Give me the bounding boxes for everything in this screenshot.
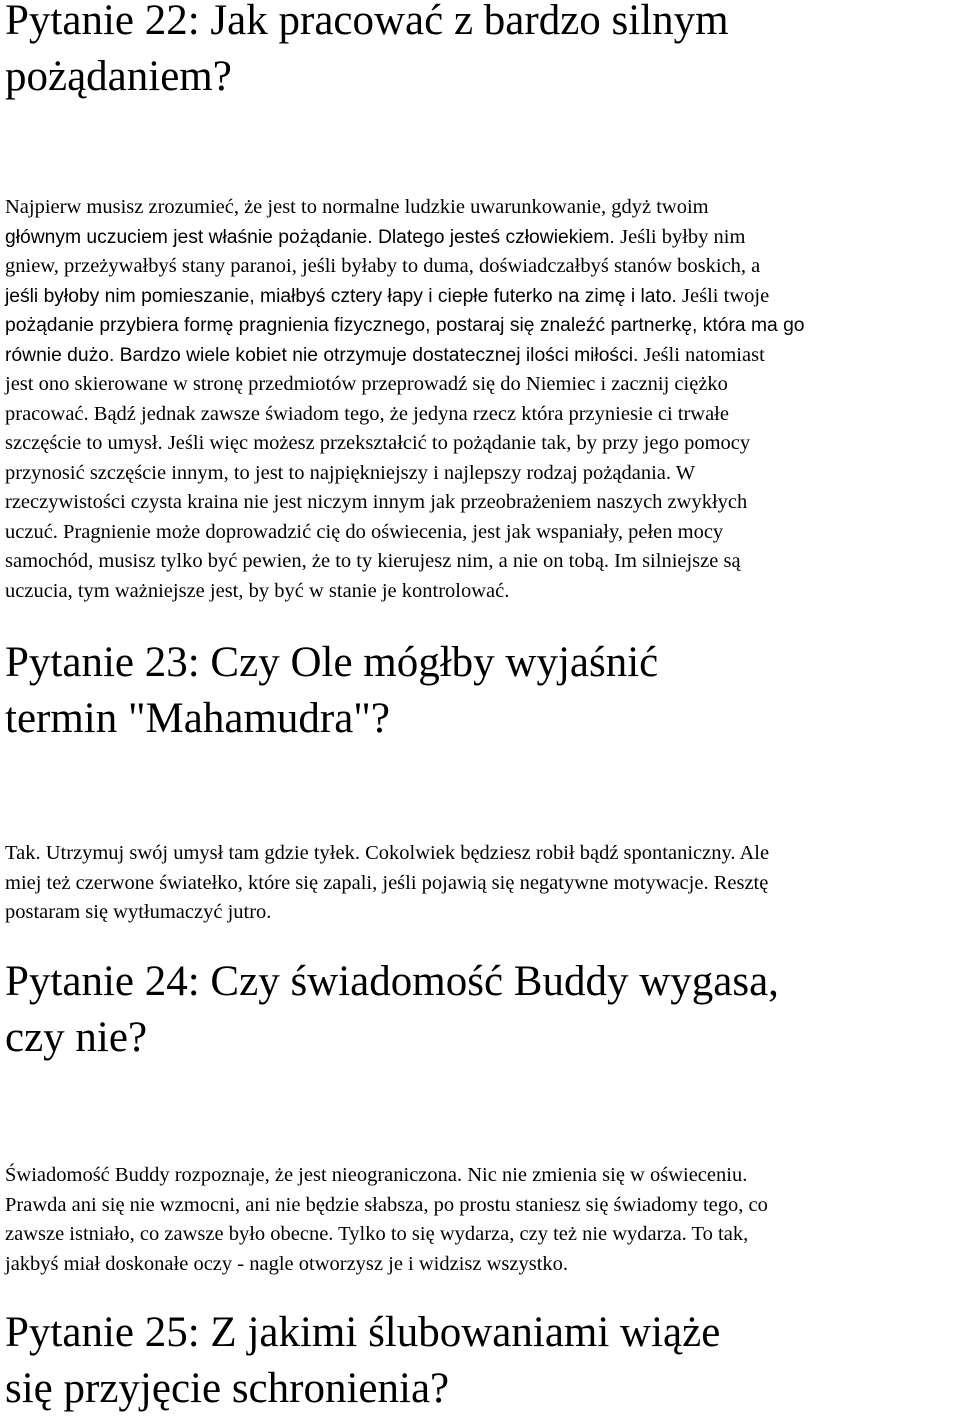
text-run: Tak. Utrzymuj swój umysł tam gdzie tyłek. Cokolwiek będziesz robił bądź spontaniczny. Ale: [5, 842, 770, 864]
text-run: pracować.: [5, 402, 89, 425]
text-run: głównym uczuciem jest właśnie pożądanie. Dlatego jesteś człowiekiem.: [5, 226, 621, 248]
text-run: samochód, musisz tylko być pewien, że to ty kierujesz nim, a nie on tobą.: [5, 550, 610, 572]
text-run: szczęście to umysł.: [5, 432, 163, 454]
paragraph-line: [5, 577, 805, 607]
answer-24-paragraph: [5, 1161, 768, 1279]
paragraph-line: [5, 1220, 768, 1250]
paragraph-line: [5, 839, 769, 869]
text-run: uczuć.: [5, 520, 58, 543]
heading-line: się przyjęcie schronienia?: [5, 1365, 450, 1412]
paragraph-line: [5, 252, 805, 282]
paragraph-line: [5, 869, 769, 899]
text-run: Jeśli byłby nim: [620, 225, 746, 248]
paragraph-line: [5, 1250, 768, 1280]
paragraph-line: [5, 898, 769, 928]
heading-line: pożądaniem?: [5, 53, 232, 100]
heading-line: Pytanie 22: Jak pracować z bardzo silnym: [5, 0, 729, 44]
paragraph-line: [5, 193, 805, 223]
text-run: Jeśli twoje: [676, 284, 770, 307]
paragraph-line: [5, 518, 805, 548]
paragraph-line: [5, 429, 805, 459]
paragraph-line: [5, 341, 805, 371]
heading-line: czy nie?: [5, 1014, 148, 1061]
text-run: równie dużo.: [5, 344, 115, 366]
text-run: gniew, przeżywałbyś stany paranoi, jeśli byłaby to duma, doświadczałbyś stanów boskich, a: [5, 255, 761, 277]
heading-line: Pytanie 24: Czy świadomość Buddy wygasa,: [5, 958, 779, 1005]
text-run: Prawda ani się nie wzmocni, ani nie będzie słabsza, po prostu staniesz się świadomy tego, co: [5, 1193, 768, 1216]
paragraph-line: [5, 282, 805, 312]
answer-23-paragraph: [5, 839, 769, 928]
paragraph-line: [5, 1191, 768, 1221]
text-run: zawsze istniało, co zawsze było obecne. Tylko to się wydarza, czy też nie wydarza. To tak,: [5, 1223, 749, 1245]
heading-line: Pytanie 23: Czy Ole mógłby wyjaśnić: [5, 639, 659, 686]
text-run: rzeczywistości czysta kraina nie jest niczym innym jak przeobrażeniem naszych zwykłych: [5, 491, 748, 513]
paragraph-line: [5, 488, 805, 518]
heading-line: Pytanie 25: Z jakimi ślubowaniami wiąże: [5, 1309, 721, 1356]
text-run: miej też czerwone światełko, które się zapali, jeśli pojawią się negatywne motywacje. Resztę: [5, 871, 769, 894]
text-run: Świadomość Buddy rozpoznaje, że jest nieograniczona. Nic nie zmienia się w oświeceniu.: [5, 1164, 748, 1186]
paragraph-line: [5, 547, 805, 577]
question-22-heading: [5, 0, 729, 100]
text-run: pożądanie przybiera formę pragnienia fizycznego, postaraj się znaleźć partnerkę, która ma go: [5, 315, 805, 336]
text-run: Jeśli natomiast: [638, 343, 765, 366]
text-run: Pragnienie może doprowadzić cię do oświecenia, jest jak wspaniały, pełen mocy: [57, 520, 724, 543]
text-run: Bardzo wiele kobiet nie otrzymuje dostatecznej ilości miłości.: [114, 344, 639, 366]
paragraph-line: [5, 370, 805, 400]
text-run: Jeśli więc możesz przekształcić to pożądanie tak, by przy jego pomocy: [162, 432, 751, 454]
paragraph-line: [5, 223, 805, 253]
answer-22-paragraph: [5, 193, 805, 606]
text-run: jeśli byłoby nim pomieszanie, miałbyś cztery łapy i ciepłe futerko na zimę i lato.: [5, 285, 677, 307]
text-run: uczucia, tym ważniejsze jest, by być w stanie je kontrolować.: [5, 579, 510, 602]
question-23-heading: [5, 639, 658, 742]
text-run: jakbyś miał doskonałe oczy - nagle otworzysz je i widzisz wszystko.: [5, 1252, 569, 1275]
paragraph-line: [5, 311, 805, 341]
question-25-heading: [5, 1309, 720, 1412]
text-run: Najpierw musisz zrozumieć, że jest to normalne ludzkie uwarunkowanie, gdyż twoim: [5, 196, 709, 218]
text-run: Im silniejsze są: [609, 550, 741, 572]
heading-line: termin "Mahamudra"?: [5, 695, 390, 742]
paragraph-line: [5, 1161, 768, 1191]
text-run: Bądź jednak zawsze świadom tego, że jedyna rzecz która przyniesie ci trwałe: [88, 402, 729, 425]
paragraph-line: [5, 400, 805, 430]
text-run: W: [671, 461, 696, 484]
question-24-heading: [5, 958, 779, 1061]
paragraph-line: [5, 459, 805, 489]
text-run: przynosić szczęście innym, to jest to najpiękniejszy i najlepszy rodzaj pożądania.: [5, 461, 672, 484]
text-run: jest ono skierowane w stronę przedmiotów przeprowadź się do Niemiec i zacznij ciężko: [5, 373, 728, 395]
text-run: postaram się wytłumaczyć jutro.: [5, 901, 272, 923]
